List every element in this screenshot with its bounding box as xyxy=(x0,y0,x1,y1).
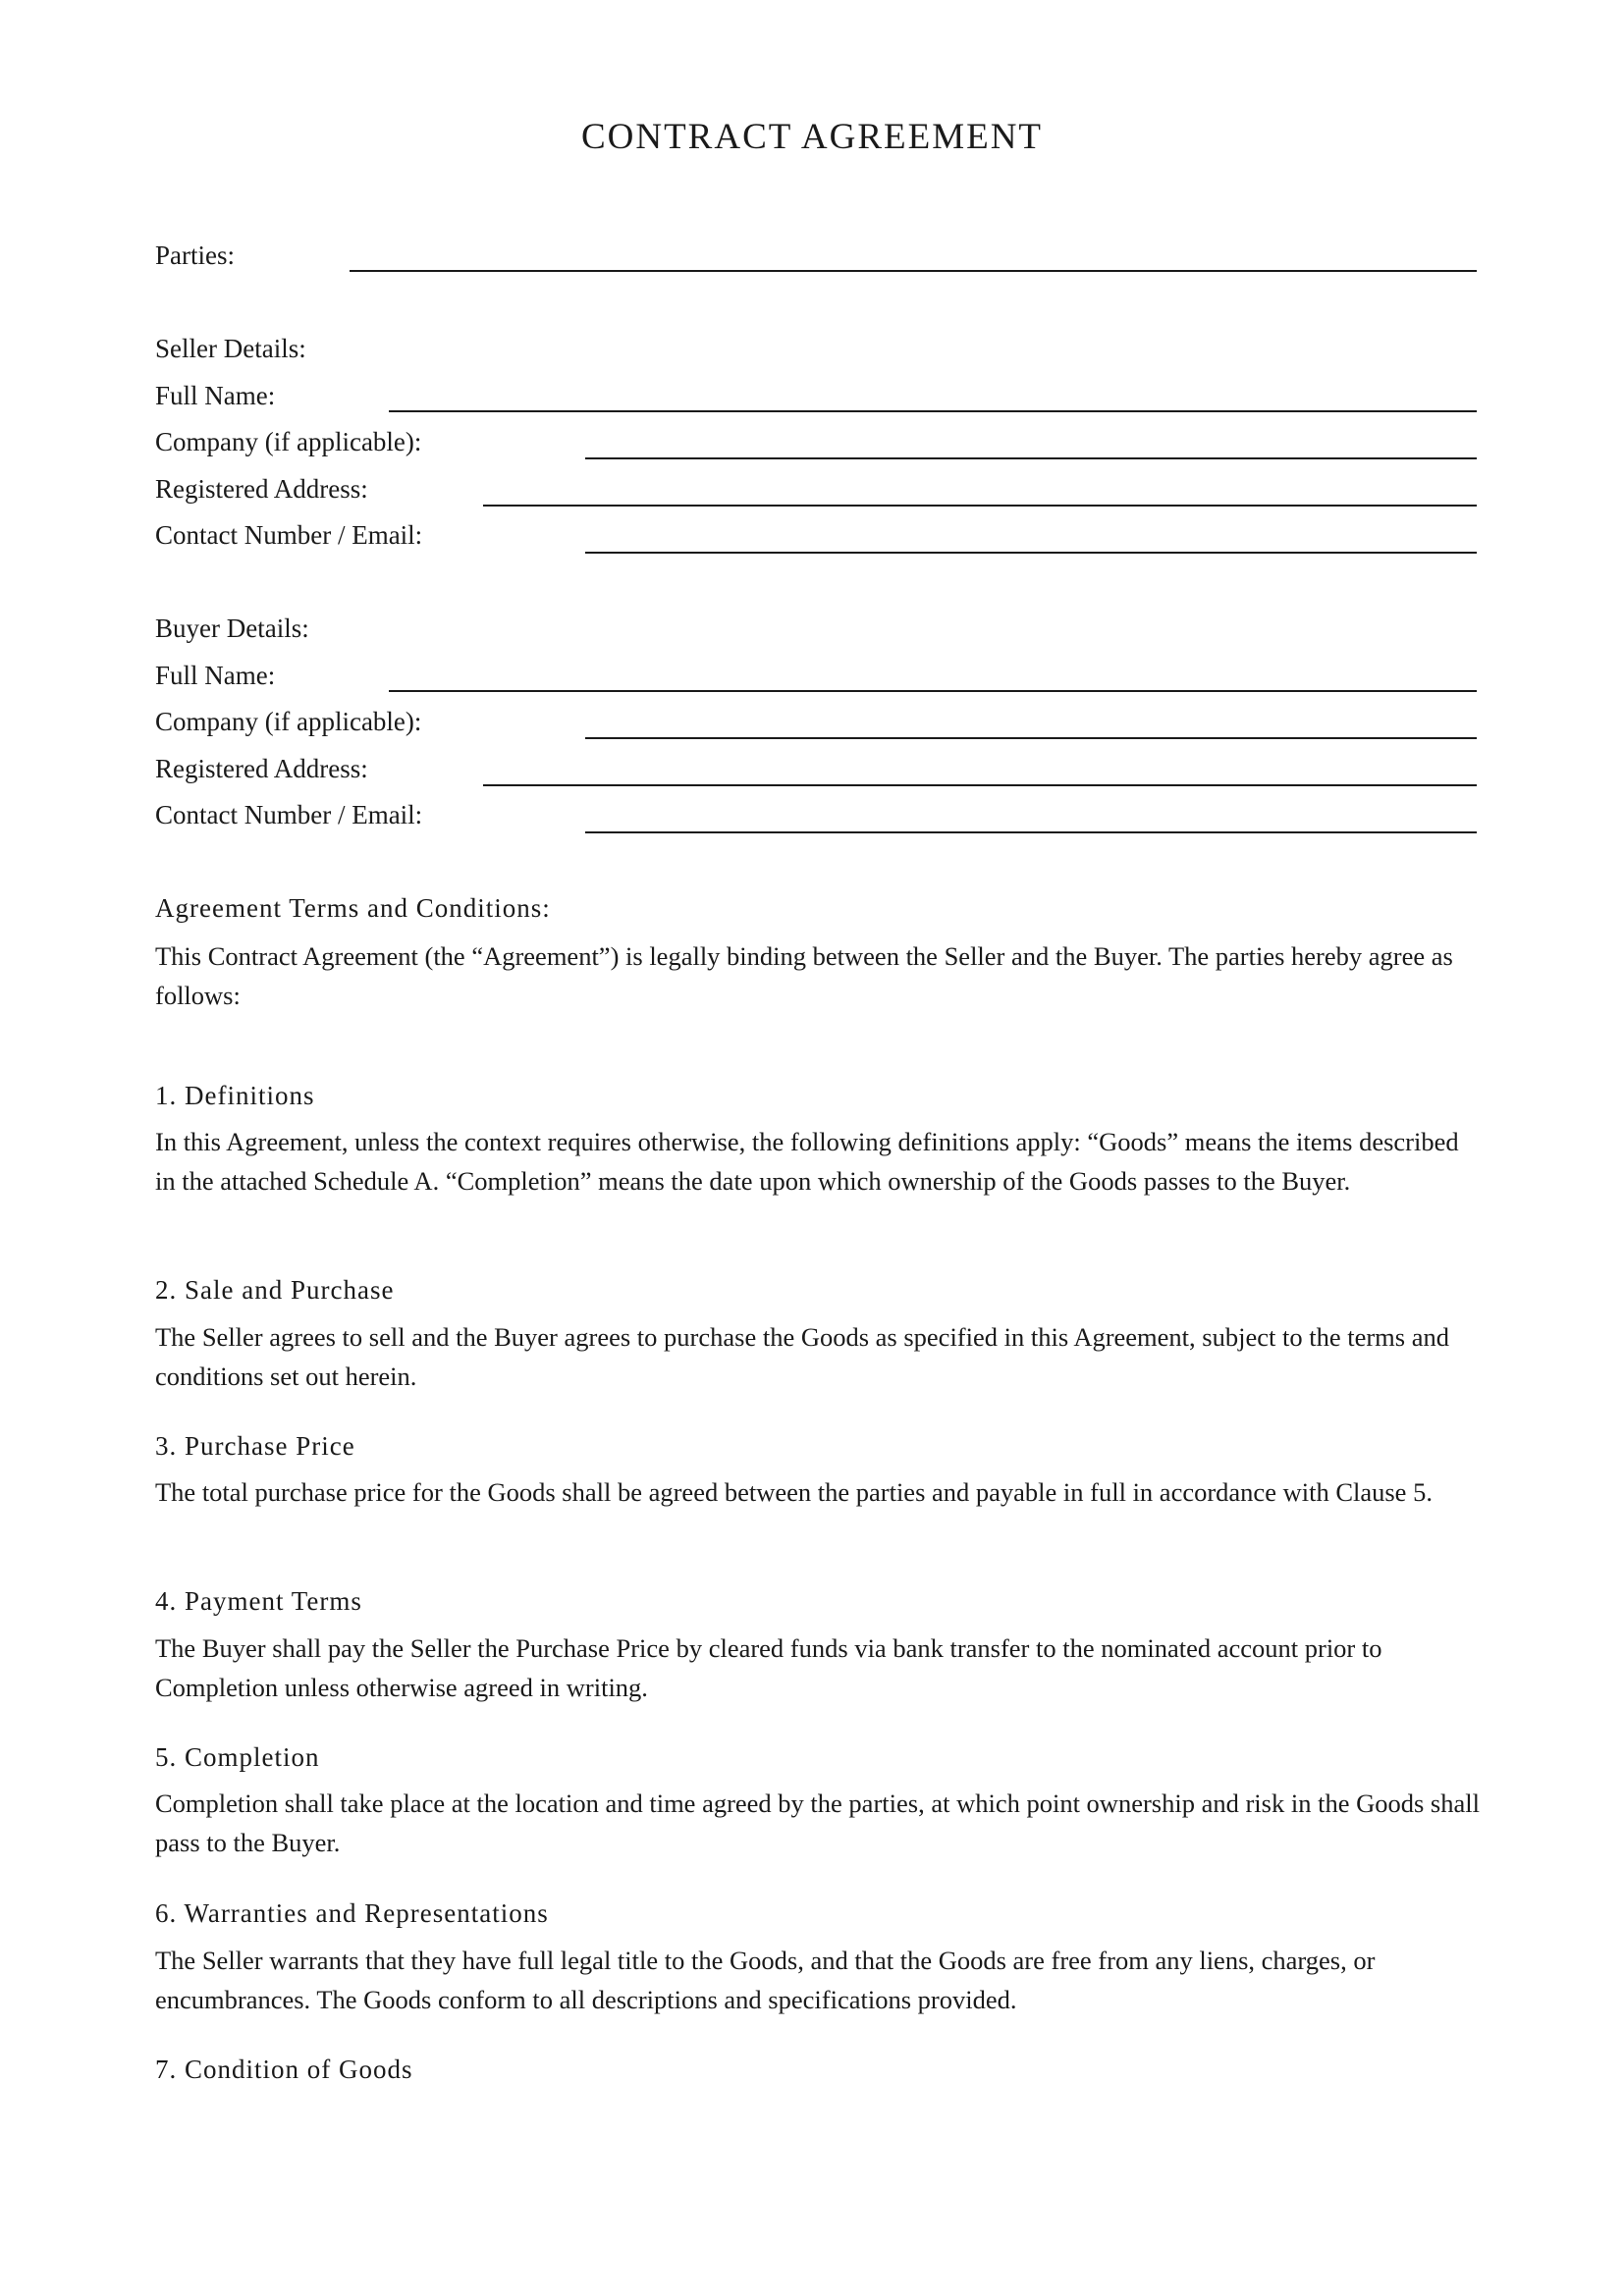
seller-full-name-label: Full Name: xyxy=(155,381,276,410)
seller-company-label: Company (if applicable): xyxy=(155,427,422,456)
clause-heading: 7. Condition of Goods xyxy=(155,2055,413,2084)
seller-contact-field[interactable] xyxy=(585,552,1477,554)
clause-heading: 5. Completion xyxy=(155,1742,320,1772)
buyer-details-heading: Buyer Details: xyxy=(155,614,309,643)
clause-text: The total purchase price for the Goods shall be agreed between the parties and payable in full in accordance with Clause 5. xyxy=(155,1477,1433,1507)
seller-address-field[interactable] xyxy=(483,505,1477,507)
seller-details-heading: Seller Details: xyxy=(155,334,306,363)
clause-heading: 4. Payment Terms xyxy=(155,1586,362,1616)
clause-heading: 1. Definitions xyxy=(155,1081,315,1110)
clause-heading: 2. Sale and Purchase xyxy=(155,1275,395,1305)
buyer-company-field[interactable] xyxy=(585,737,1477,739)
seller-full-name-field[interactable] xyxy=(389,410,1477,412)
buyer-address-label: Registered Address: xyxy=(155,754,368,783)
clause-heading: 3. Purchase Price xyxy=(155,1431,355,1461)
clause-text: The Seller agrees to sell and the Buyer agrees to purchase the Goods as specified in this Agreement, subject to the terms and conditions set out herein. xyxy=(155,1322,1449,1391)
terms-intro: This Contract Agreement (the “Agreement”) is legally binding between the Seller and the Buyer. The parties hereby agree as follows: xyxy=(155,941,1453,1010)
clause-text: The Buyer shall pay the Seller the Purchase Price by cleared funds via bank transfer to the nominated account prior to Completion unless otherwise agreed in writing. xyxy=(155,1633,1382,1702)
seller-contact-label: Contact Number / Email: xyxy=(155,520,423,550)
terms-heading: Agreement Terms and Conditions: xyxy=(155,893,551,923)
clause-text: The Seller warrants that they have full legal title to the Goods, and that the Goods are free from any liens, charges, or encumbrances. The Goods conform to all descriptions and specifications provided. xyxy=(155,1946,1376,2014)
clause-text: In this Agreement, unless the context requires otherwise, the following definitions apply: “Goods” means the items described in the attached Schedule A. “Completion” means the date upon which ownership of the Goods passes to the Buyer. xyxy=(155,1127,1459,1196)
parties-label: Parties: xyxy=(155,240,235,270)
buyer-contact-field[interactable] xyxy=(585,831,1477,833)
clause-text: Completion shall take place at the location and time agreed by the parties, at which point ownership and risk in the Goods shall pass to the Buyer. xyxy=(155,1789,1480,1857)
parties-blank-line[interactable] xyxy=(350,270,1477,272)
buyer-full-name-field[interactable] xyxy=(389,690,1477,692)
buyer-full-name-label: Full Name: xyxy=(155,661,276,690)
seller-address-label: Registered Address: xyxy=(155,474,368,504)
buyer-contact-label: Contact Number / Email: xyxy=(155,800,423,829)
buyer-address-field[interactable] xyxy=(483,784,1477,786)
buyer-company-label: Company (if applicable): xyxy=(155,707,422,736)
document-title: CONTRACT AGREEMENT xyxy=(580,117,1044,157)
seller-company-field[interactable] xyxy=(585,457,1477,459)
clause-heading: 6. Warranties and Representations xyxy=(155,1898,549,1928)
